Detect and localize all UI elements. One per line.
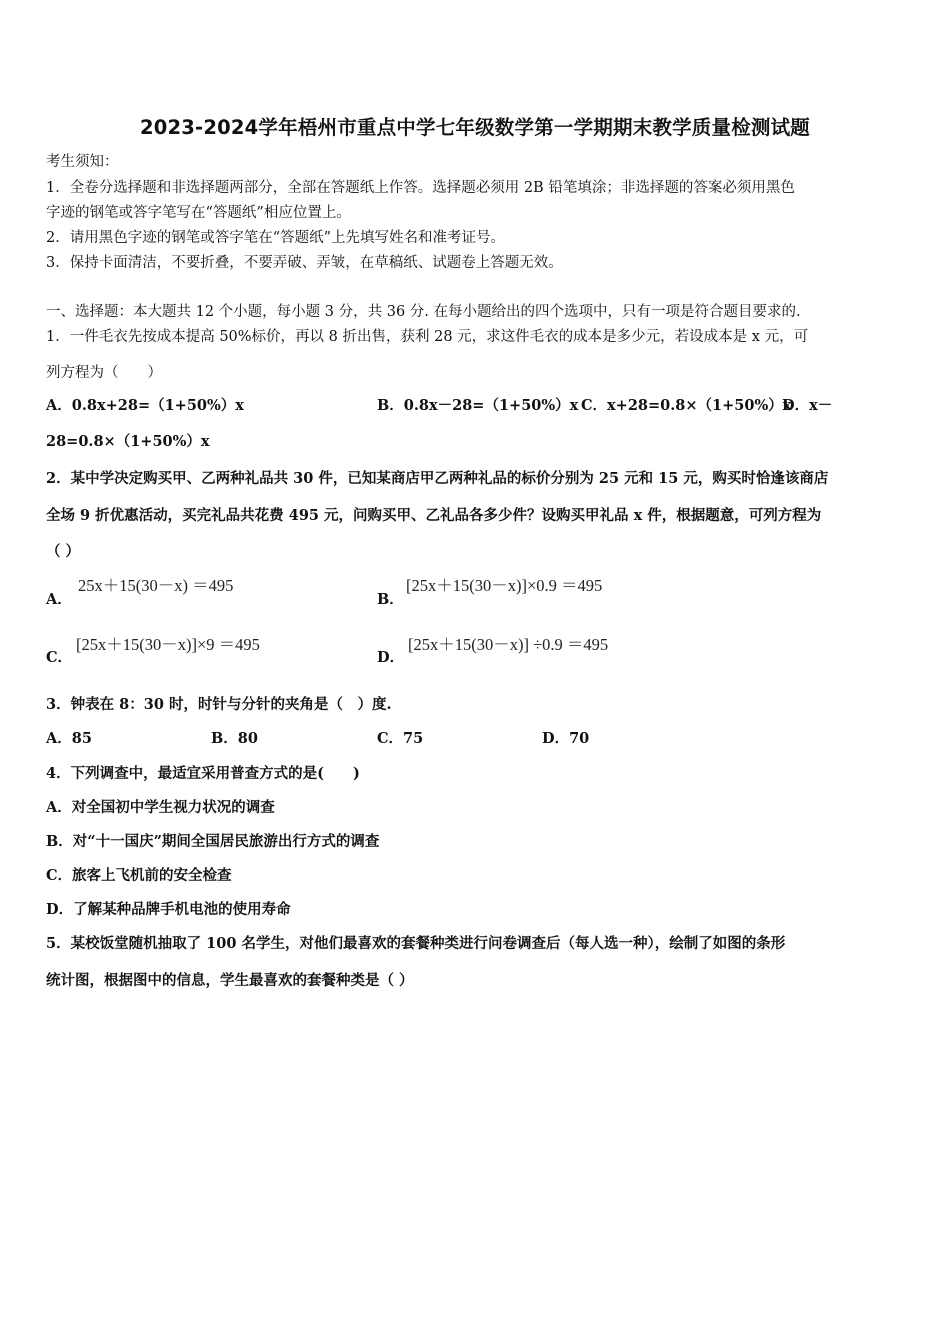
q2-stem-line1: 2．某中学决定购买甲、乙两种礼品共 30 件，已知某商店甲乙两种礼品的标价分别为 25 元和 15 元，购买时恰逢该商店 xyxy=(46,470,829,487)
q3-option-a: A．85 xyxy=(46,730,92,747)
q2-option-c-label: C． xyxy=(46,649,73,666)
q5-stem-line1: 5．某校饭堂随机抽取了 100 名学生，对他们最喜欢的套餐种类进行问卷调查后（每人选一种），绘制了如图的条形 xyxy=(46,935,786,952)
q3-stem: 3．钟表在 8：30 时，时针与分针的夹角是（ ）度. xyxy=(46,696,392,713)
q3-option-c: C．75 xyxy=(377,730,424,747)
q2-option-d-label: D． xyxy=(377,649,405,666)
q1-option-a: A．0.8x+28=（1+50%）x xyxy=(46,397,244,414)
notice-heading: 考生须知： xyxy=(46,154,119,170)
section-heading: 一、选择题：本大题共 12 个小题，每小题 3 分，共 36 分. 在每小题给出的四个选项中，只有一项是符合题目要求的. xyxy=(46,304,801,320)
q2-option-a-label: A． xyxy=(46,591,72,608)
q4-option-b: B．对“十一国庆”期间全国居民旅游出行方式的调查 xyxy=(46,833,380,850)
q1-option-d-start: D．x－ xyxy=(782,397,833,414)
notice-item-1a: 1．全卷分选择题和非选择题两部分，全部在答题纸上作答。选择题必须用 2B 铅笔填涂；非选择题的答案必须用黑色 xyxy=(46,180,795,196)
q2-stem-line2: 全场 9 折优惠活动，买完礼品共花费 495 元，问购买甲、乙礼品各多少件？设购买甲礼品 x 件，根据题意，可列方程为 xyxy=(46,507,822,524)
q2-option-a-equation: 25x＋15(30－x) ＝495 xyxy=(78,576,234,595)
q2-option-b-equation: [25x＋15(30－x)]×0.9 ＝495 xyxy=(406,576,603,595)
q3-option-d: D．70 xyxy=(542,730,590,747)
exam-title: 2023-2024学年梧州市重点中学七年级数学第一学期期末教学质量检测试题 xyxy=(139,116,811,139)
q4-option-c: C．旅客上飞机前的安全检查 xyxy=(46,867,232,884)
q2-option-c-equation: [25x＋15(30－x)]×9 ＝495 xyxy=(76,635,260,654)
q1-stem-line1: 1．一件毛衣先按成本提高 50%标价，再以 8 折出售，获利 28 元，求这件毛衣的成本是多少元，若设成本是 x 元，可 xyxy=(46,329,809,345)
q3-option-b: B．80 xyxy=(211,730,258,747)
q2-stem-line3: （ ） xyxy=(46,543,81,560)
notice-item-1b: 字迹的钢笔或答字笔写在“答题纸”相应位置上。 xyxy=(46,205,351,221)
notice-item-2: 2．请用黑色字迹的钢笔或答字笔在“答题纸”上先填写姓名和准考证号。 xyxy=(46,230,506,246)
q2-option-d-equation: [25x＋15(30－x)] ÷0.9 ＝495 xyxy=(408,635,609,654)
q5-stem-line2: 统计图，根据图中的信息，学生最喜欢的套餐种类是（ ） xyxy=(46,972,414,989)
notice-item-3: 3．保持卡面清洁，不要折叠，不要弄破、弄皱，在草稿纸、试题卷上答题无效。 xyxy=(46,255,563,271)
q1-option-d-end: 28=0.8×（1+50%）x xyxy=(46,433,210,450)
q2-option-b-label: B． xyxy=(377,591,404,608)
q4-option-d: D．了解某种品牌手机电池的使用寿命 xyxy=(46,901,291,918)
q4-option-a: A．对全国初中学生视力状况的调查 xyxy=(46,799,275,816)
q1-option-c: C．x+28=0.8×（1+50%）x xyxy=(581,397,792,414)
q1-stem-line2: 列方程为（ ） xyxy=(46,365,162,381)
q4-stem: 4．下列调查中，最适宜采用普查方式的是( ) xyxy=(46,765,360,782)
q1-option-b: B．0.8x－28=（1+50%）x xyxy=(377,397,579,414)
